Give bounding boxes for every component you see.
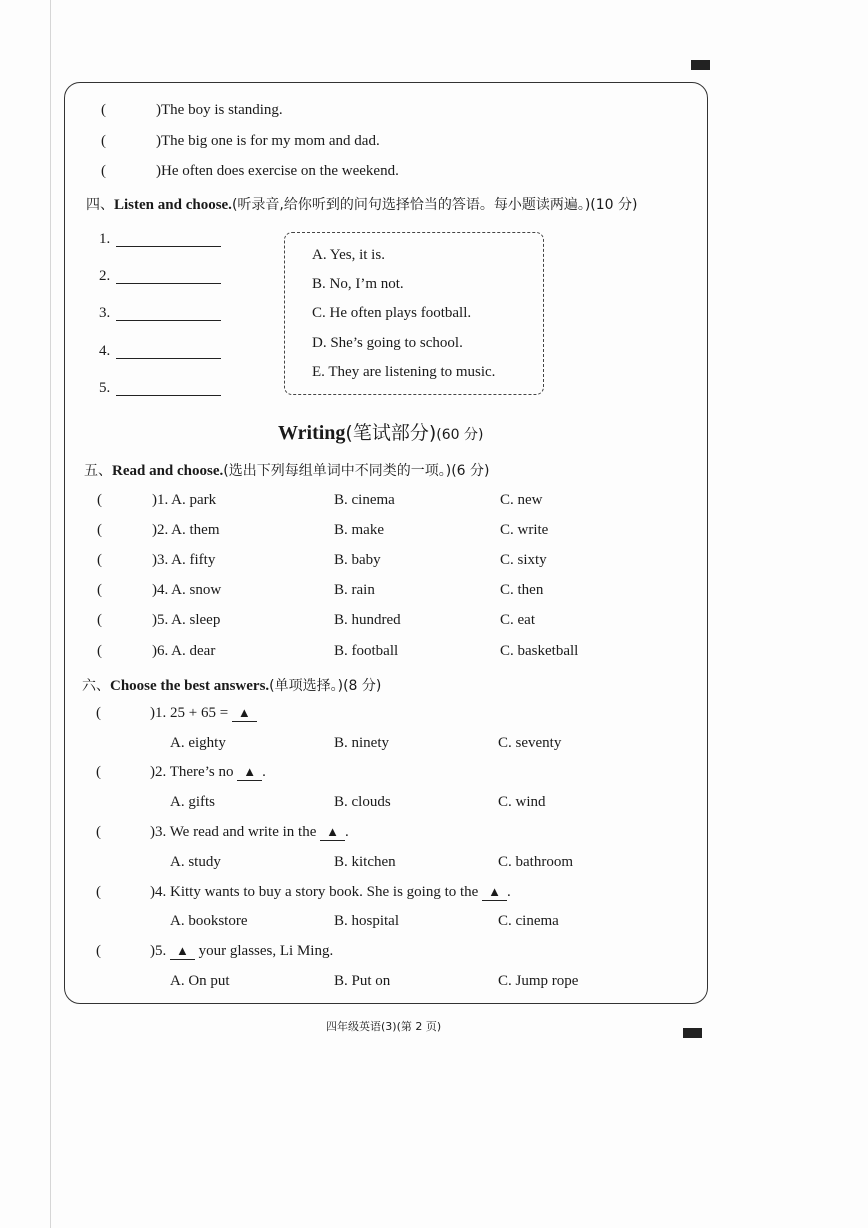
sec3-item-2: )The big one is for my mom and dad. — [156, 133, 380, 149]
sec5-heading — [84, 460, 489, 480]
sec6-q2-tail: . — [262, 764, 266, 780]
sec4-option-b: B. No, I’m not. — [312, 276, 404, 292]
blank-triangle-icon[interactable]: ▲ — [482, 884, 507, 901]
blank-triangle-icon[interactable]: ▲ — [237, 764, 262, 781]
sec5-row-2-a: )2. A. them — [152, 522, 220, 538]
sec5-row-5-a: )5. A. sleep — [152, 612, 221, 628]
sec3-paren-3: ( — [101, 163, 106, 179]
sec4-answer-blank-2[interactable] — [116, 283, 221, 284]
sec6-q4-stem: )4. Kitty wants to buy a story book. She is going to the — [150, 884, 483, 900]
sec4-heading — [86, 194, 638, 214]
sec5-row-5-b: B. hundred — [334, 612, 401, 628]
writing-heading — [278, 418, 483, 445]
sec3-paren-1: ( — [101, 102, 106, 118]
sec5-row-2-c: C. write — [500, 522, 549, 538]
sec6-q4-option-c: C. cinema — [498, 913, 559, 929]
sec6-instruction: (单项选择。)(8 分) — [269, 678, 382, 694]
sec4-option-d: D. She’s going to school. — [312, 335, 463, 351]
sec6-question-5 — [150, 943, 333, 960]
sec6-question-4 — [150, 884, 511, 901]
sec4-answer-blank-4[interactable] — [116, 358, 221, 359]
sec5-row-6-c: C. basketball — [500, 643, 579, 659]
sec6-q4-option-a: A. bookstore — [170, 913, 248, 929]
sec6-q3-option-b: B. kitchen — [334, 854, 396, 870]
sec4-answer-blank-5[interactable] — [116, 395, 221, 396]
sec5-paren[interactable]: ( — [97, 552, 102, 568]
sec5-row-4-c: C. then — [500, 582, 544, 598]
sec5-row-6-b: B. football — [334, 643, 399, 659]
sec4-option-a: A. Yes, it is. — [312, 247, 385, 263]
registration-mark-top — [691, 60, 710, 70]
sec5-row-3-b: B. baby — [334, 552, 381, 568]
sec5-paren[interactable]: ( — [97, 643, 102, 659]
sec3-item-3: )He often does exercise on the weekend. — [156, 163, 399, 179]
sec4-option-c: C. He often plays football. — [312, 305, 472, 321]
sec5-title: Read and choose. — [112, 463, 224, 479]
sec5-row-4-a: )4. A. snow — [152, 582, 222, 598]
sec4-blank-label-3: 3. — [99, 305, 111, 321]
sec6-q1-option-b: B. ninety — [334, 735, 389, 751]
sec4-blank-label-4: 4. — [99, 343, 111, 359]
sec6-q2-option-a: A. gifts — [170, 794, 215, 810]
sec5-instruction: (选出下列每组单词中不同类的一项。)(6 分) — [223, 463, 490, 479]
registration-mark-bottom — [683, 1028, 702, 1038]
sec6-question-3 — [150, 824, 349, 841]
sec6-q5-option-b: B. Put on — [334, 973, 391, 989]
sec6-q5-stem: )5. — [150, 943, 170, 959]
sec6-paren[interactable]: ( — [96, 943, 101, 959]
sec6-paren[interactable]: ( — [96, 705, 101, 721]
sec4-blank-label-2: 2. — [99, 268, 111, 284]
sec6-q2-stem: )2. There’s no — [150, 764, 238, 780]
sec5-paren[interactable]: ( — [97, 612, 102, 628]
sec5-num: 五、 — [84, 463, 112, 479]
sec6-heading — [82, 675, 381, 695]
sec5-paren[interactable]: ( — [97, 492, 102, 508]
sec4-blank-label-5: 5. — [99, 380, 111, 396]
sec6-q2-option-b: B. clouds — [334, 794, 391, 810]
blank-triangle-icon[interactable]: ▲ — [170, 943, 195, 960]
sec6-q3-option-a: A. study — [170, 854, 221, 870]
sec5-row-2-b: B. make — [334, 522, 384, 538]
sec6-paren[interactable]: ( — [96, 824, 101, 840]
sec6-question-1 — [150, 705, 257, 722]
sec4-instruction: (听录音,给你听到的问句选择恰当的答语。每小题读两遍。)(10 分) — [231, 197, 638, 213]
sec3-paren-2: ( — [101, 133, 106, 149]
sec6-q2-option-c: C. wind — [498, 794, 546, 810]
sec5-row-4-b: B. rain — [334, 582, 375, 598]
page-footer: 四年级英语(3)(第 2 页) — [326, 1020, 442, 1033]
sec4-blank-label-1: 1. — [99, 231, 111, 247]
sec5-row-1-a: )1. A. park — [152, 492, 217, 508]
sec6-q5-option-a: A. On put — [170, 973, 230, 989]
sec6-q3-option-c: C. bathroom — [498, 854, 573, 870]
sec4-answer-blank-1[interactable] — [116, 246, 221, 247]
sec6-title: Choose the best answers. — [110, 678, 270, 694]
sec6-num: 六、 — [82, 678, 110, 694]
sec5-row-3-a: )3. A. fifty — [152, 552, 216, 568]
sec4-option-e: E. They are listening to music. — [312, 364, 496, 380]
sec6-q4-option-b: B. hospital — [334, 913, 400, 929]
sec6-q1-stem: )1. 25 + 65 = — [150, 705, 232, 721]
sec6-paren[interactable]: ( — [96, 764, 101, 780]
sec5-paren[interactable]: ( — [97, 522, 102, 538]
sec5-row-3-c: C. sixty — [500, 552, 547, 568]
sec3-item-1: )The boy is standing. — [156, 102, 283, 118]
writing-score: (60 分) — [436, 427, 484, 443]
writing-title: Writing — [278, 422, 346, 444]
writing-subtitle: (笔试部分) — [345, 422, 437, 444]
sec5-row-5-c: C. eat — [500, 612, 535, 628]
sec4-num: 四、 — [86, 197, 114, 213]
sec6-q5-option-c: C. Jump rope — [498, 973, 579, 989]
sec5-row-1-c: C. new — [500, 492, 543, 508]
sec5-paren[interactable]: ( — [97, 582, 102, 598]
sec6-paren[interactable]: ( — [96, 884, 101, 900]
binding-line — [50, 0, 51, 1228]
sec6-q5-tail: your glasses, Li Ming. — [194, 943, 334, 959]
sec5-row-6-a: )6. A. dear — [152, 643, 216, 659]
sec6-q4-tail: . — [506, 884, 511, 900]
sec4-answer-blank-3[interactable] — [116, 320, 221, 321]
sec6-q3-stem: )3. We read and write in the — [150, 824, 321, 840]
sec4-title: Listen and choose. — [114, 197, 232, 213]
blank-triangle-icon[interactable]: ▲ — [320, 824, 345, 841]
sec6-q1-option-a: A. eighty — [170, 735, 226, 751]
sec5-row-1-b: B. cinema — [334, 492, 395, 508]
blank-triangle-icon[interactable]: ▲ — [232, 705, 257, 722]
sec6-question-2 — [150, 764, 266, 781]
sec6-q3-tail: . — [345, 824, 349, 840]
sec6-q1-option-c: C. seventy — [498, 735, 562, 751]
